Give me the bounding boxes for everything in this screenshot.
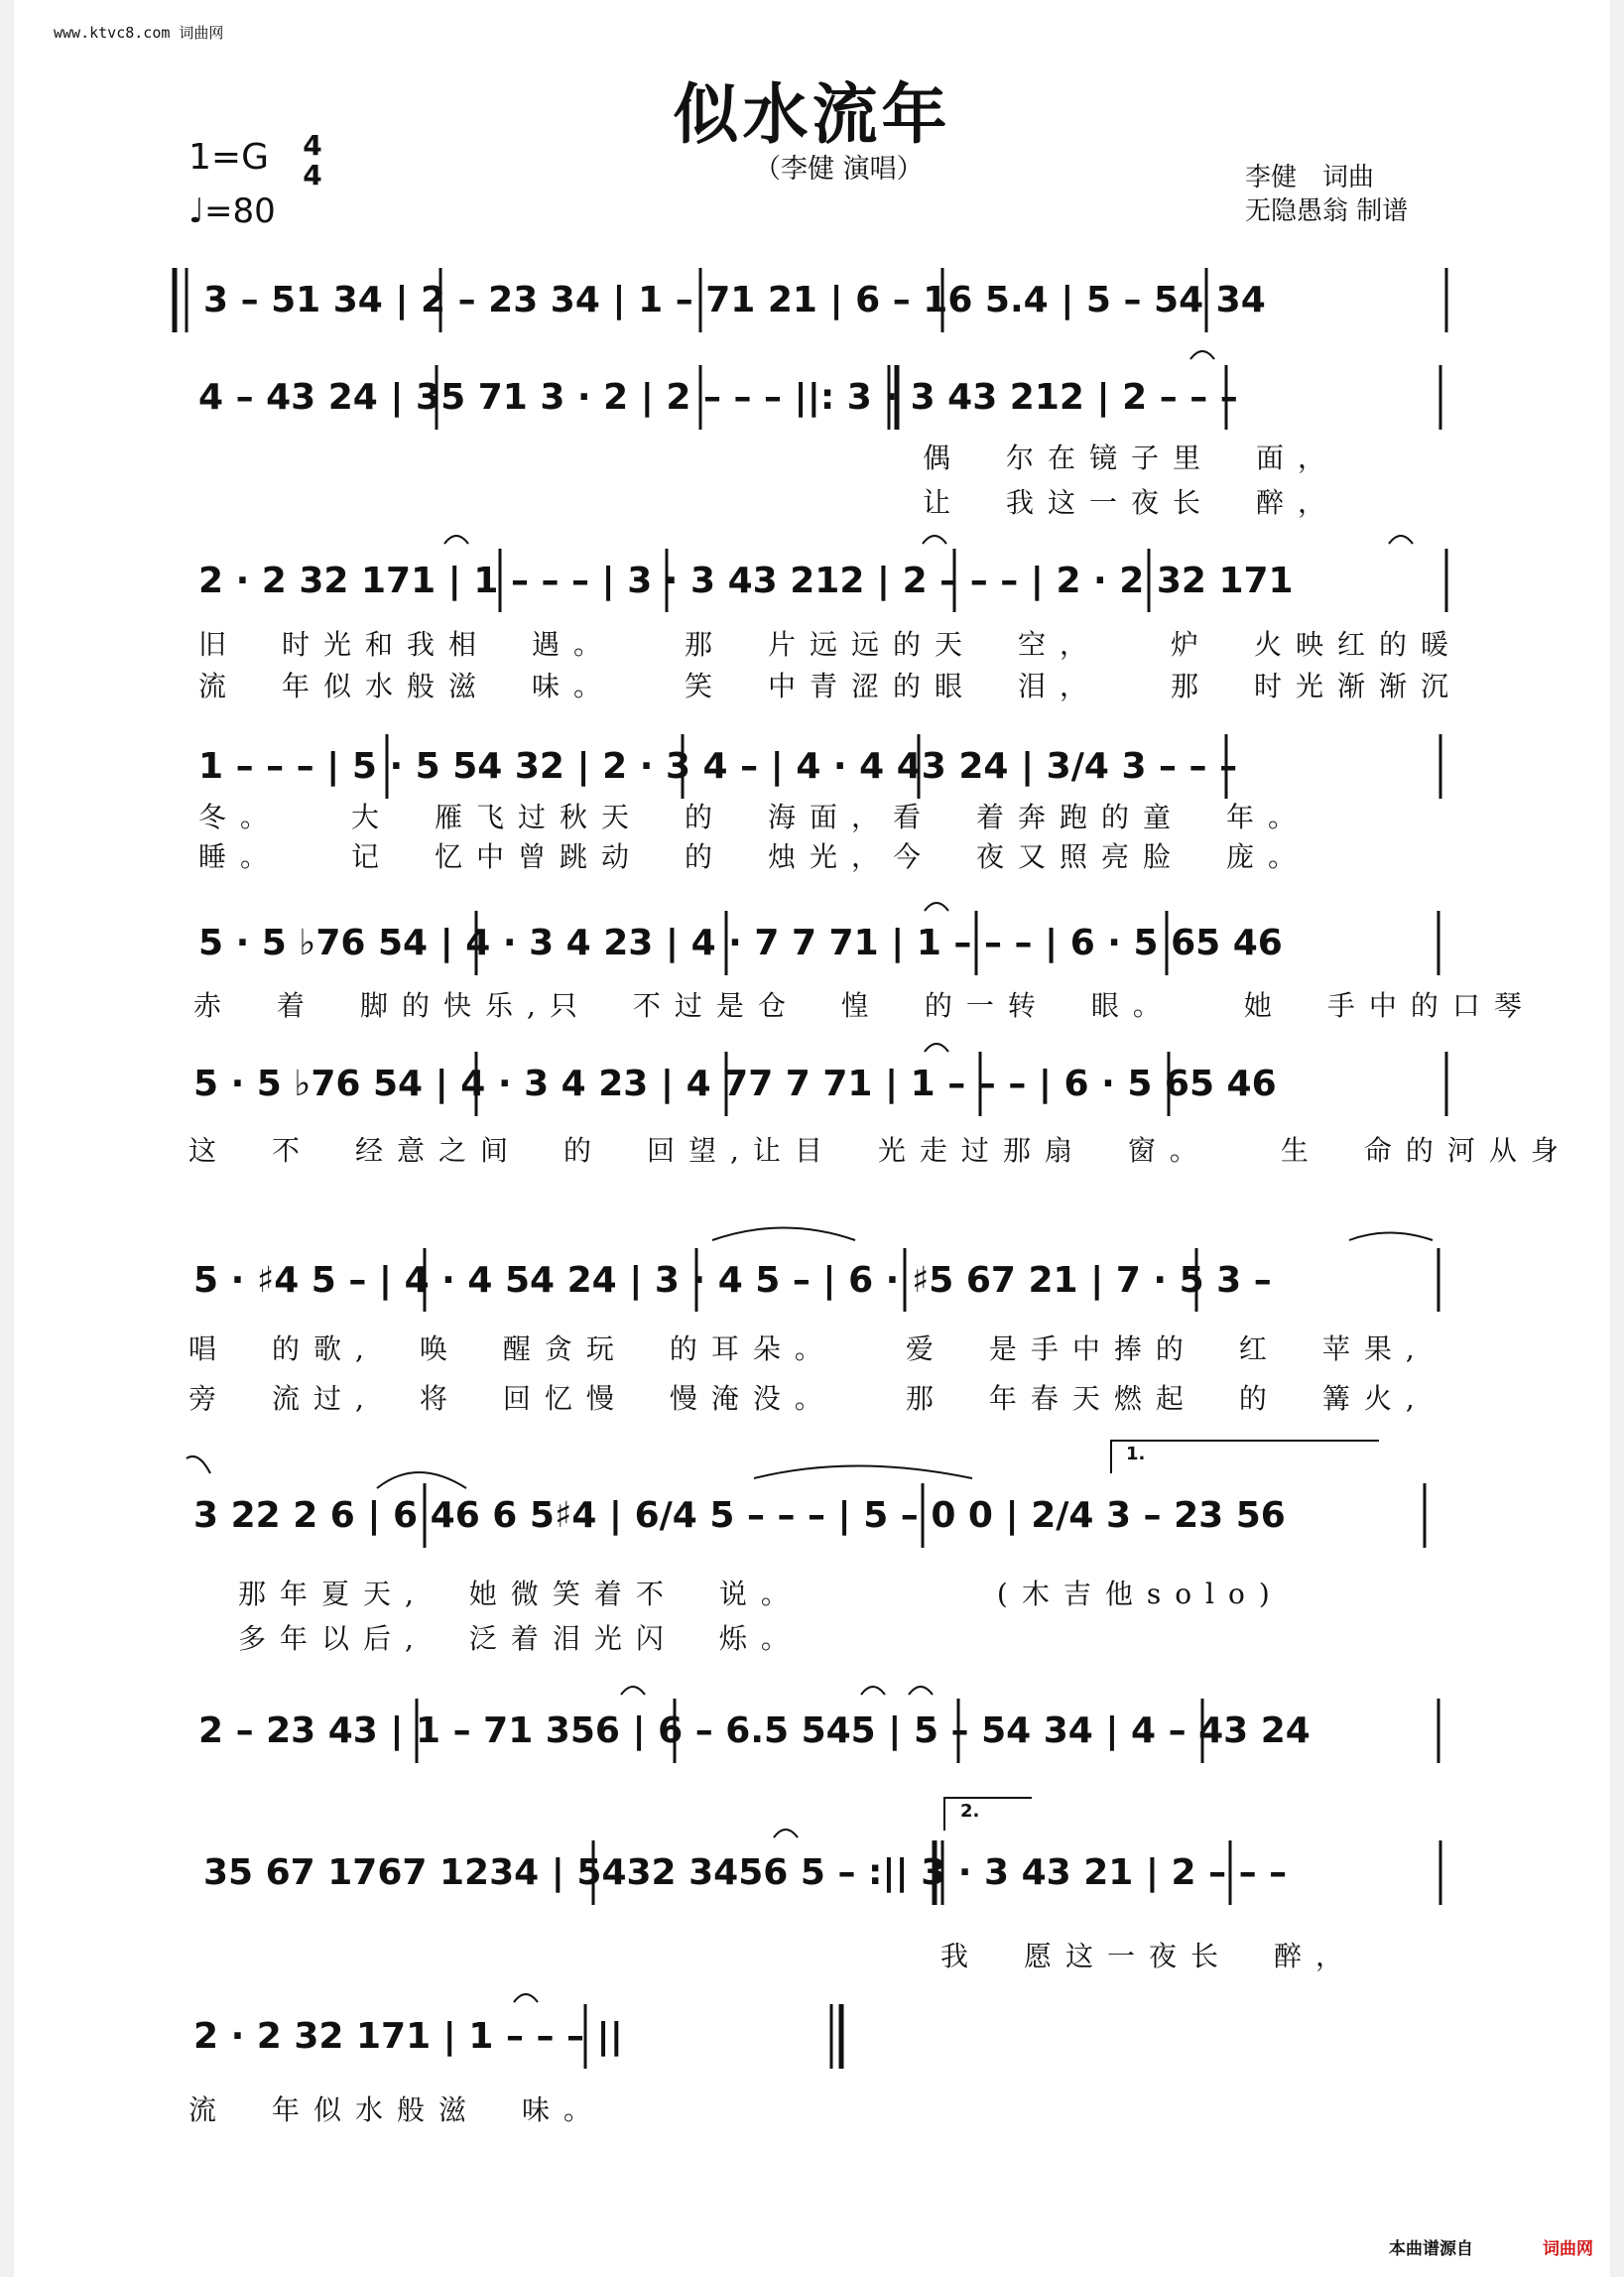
singer-credit: （李健 演唱） bbox=[754, 154, 924, 185]
notation-row-2: 4 – 43 24 | 35 71 3 · 2 | 2 – – – ||: 3 · 3 43 212 | 2 – – – bbox=[198, 377, 1238, 418]
footer-site-link[interactable]: 词曲网 bbox=[1543, 2239, 1593, 2259]
time-signature-bottom: 4 bbox=[303, 159, 322, 191]
lyric-row-5: 赤 着 脚的快乐,只 不过是仓 惶 的一转 眼。 她 手中的口琴 bbox=[193, 989, 1536, 1022]
notation-row-8: 3 22 2 6 | 6 46 6 5♯4 | 6/4 5 – – – | 5 – 0 0 | 2/4 3 – 23 56 bbox=[193, 1495, 1286, 1536]
lyric-row-2-verse-1: 偶 尔在镜子里 面， bbox=[923, 442, 1340, 474]
footer-source-label: 本曲谱源自 bbox=[1389, 2239, 1473, 2259]
lyric-row-10: 我 愿这一夜长 醉， bbox=[940, 1940, 1358, 1972]
notation-row-5: 5 · 5 ♭76 54 | 4 · 3 4 23 | 4 · 7 7 71 | 1 – – – | 6 · 5 65 46 bbox=[198, 923, 1283, 963]
source-line: www.ktvc8.com 词曲网 bbox=[54, 24, 224, 42]
lyric-row-4-verse-2: 睡。 记 忆中曾跳动 的 烛光，今 夜又照亮脸 庞。 bbox=[198, 840, 1311, 873]
lyric-row-6: 这 不 经意之间 的 回望,让目 光走过那扇 窗。 生 命的河从身 bbox=[188, 1134, 1572, 1167]
volta-2-label: 2. bbox=[960, 1801, 980, 1822]
lyric-row-8-verse-2: 多年以后, 泛着泪光闪 烁。 bbox=[238, 1622, 803, 1655]
notation-row-1: 3 – 51 34 | 2 – 23 34 | 1 – 71 21 | 6 – 16 5.4 | 5 – 54 34 bbox=[203, 280, 1266, 320]
tempo-marking: ♩=80 bbox=[188, 191, 276, 231]
notation-row-6: 5 · 5 ♭76 54 | 4 · 3 4 23 | 4 77 7 71 | 1 – – – | 6 · 5 65 46 bbox=[193, 1064, 1277, 1104]
time-signature bbox=[298, 131, 327, 190]
lyric-row-11: 流 年似水般滋 味。 bbox=[188, 2093, 606, 2126]
time-signature-top: 4 bbox=[303, 129, 322, 162]
volta-1-label: 1. bbox=[1126, 1444, 1146, 1464]
notation-row-10: 35 67 1767 1234 | 5432 3456 5 – :|| 3 · 3 43 21 | 2 – – – bbox=[203, 1852, 1288, 1893]
lyric-row-2-verse-2: 让 我这一夜长 醉， bbox=[923, 486, 1340, 519]
notation-row-7: 5 · ♯4 5 – | 4 · 4 54 24 | 3 · 4 5 – | 6 · ♯5 67 21 | 7 · 5 3 – bbox=[193, 1260, 1272, 1301]
lyric-row-7-verse-2: 旁 流过, 将 回忆慢 慢淹没。 那 年春天燃起 的 篝火, bbox=[188, 1382, 1429, 1415]
song-title: 似水流年 bbox=[673, 75, 951, 153]
key-signature: 1=G bbox=[188, 137, 269, 178]
lyric-row-8-verse-1: 那年夏天, 她微笑着不 说。 (木吉他solo) bbox=[238, 1578, 1284, 1610]
notation-row-4: 1 – – – | 5 · 5 54 32 | 2 · 3 4 – | 4 · 4 43 24 | 3/4 3 – – – bbox=[198, 746, 1238, 787]
lyric-row-3-verse-1: 旧 时光和我相 遇。 那 片远远的天 空， 炉 火映红的暖 bbox=[198, 628, 1463, 661]
notation-row-3: 2 · 2 32 171 | 1 – – – | 3 · 3 43 212 | 2 – – – | 2 · 2 32 171 bbox=[198, 561, 1294, 601]
credit-arranger: 无隐愚翁 制谱 bbox=[1245, 196, 1409, 226]
notation-row-9: 2 – 23 43 | 1 – 71 356 | 6 – 6.5 545 | 5 – 54 34 | 4 – 43 24 bbox=[198, 1710, 1311, 1751]
lyric-row-3-verse-2: 流 年似水般滋 味。 笑 中青涩的眼 泪， 那 时光渐渐沉 bbox=[198, 670, 1463, 702]
lyric-row-7-verse-1: 唱 的歌, 唤 醒贪玩 的耳朵。 爱 是手中捧的 红 苹果, bbox=[188, 1332, 1429, 1365]
lyric-row-4-verse-1: 冬。 大 雁飞过秋天 的 海面，看 着奔跑的童 年。 bbox=[198, 801, 1311, 833]
notation-row-11: 2 · 2 32 171 | 1 – – – || bbox=[193, 2016, 623, 2057]
credit-lyricist: 李健 词曲 bbox=[1245, 163, 1375, 192]
